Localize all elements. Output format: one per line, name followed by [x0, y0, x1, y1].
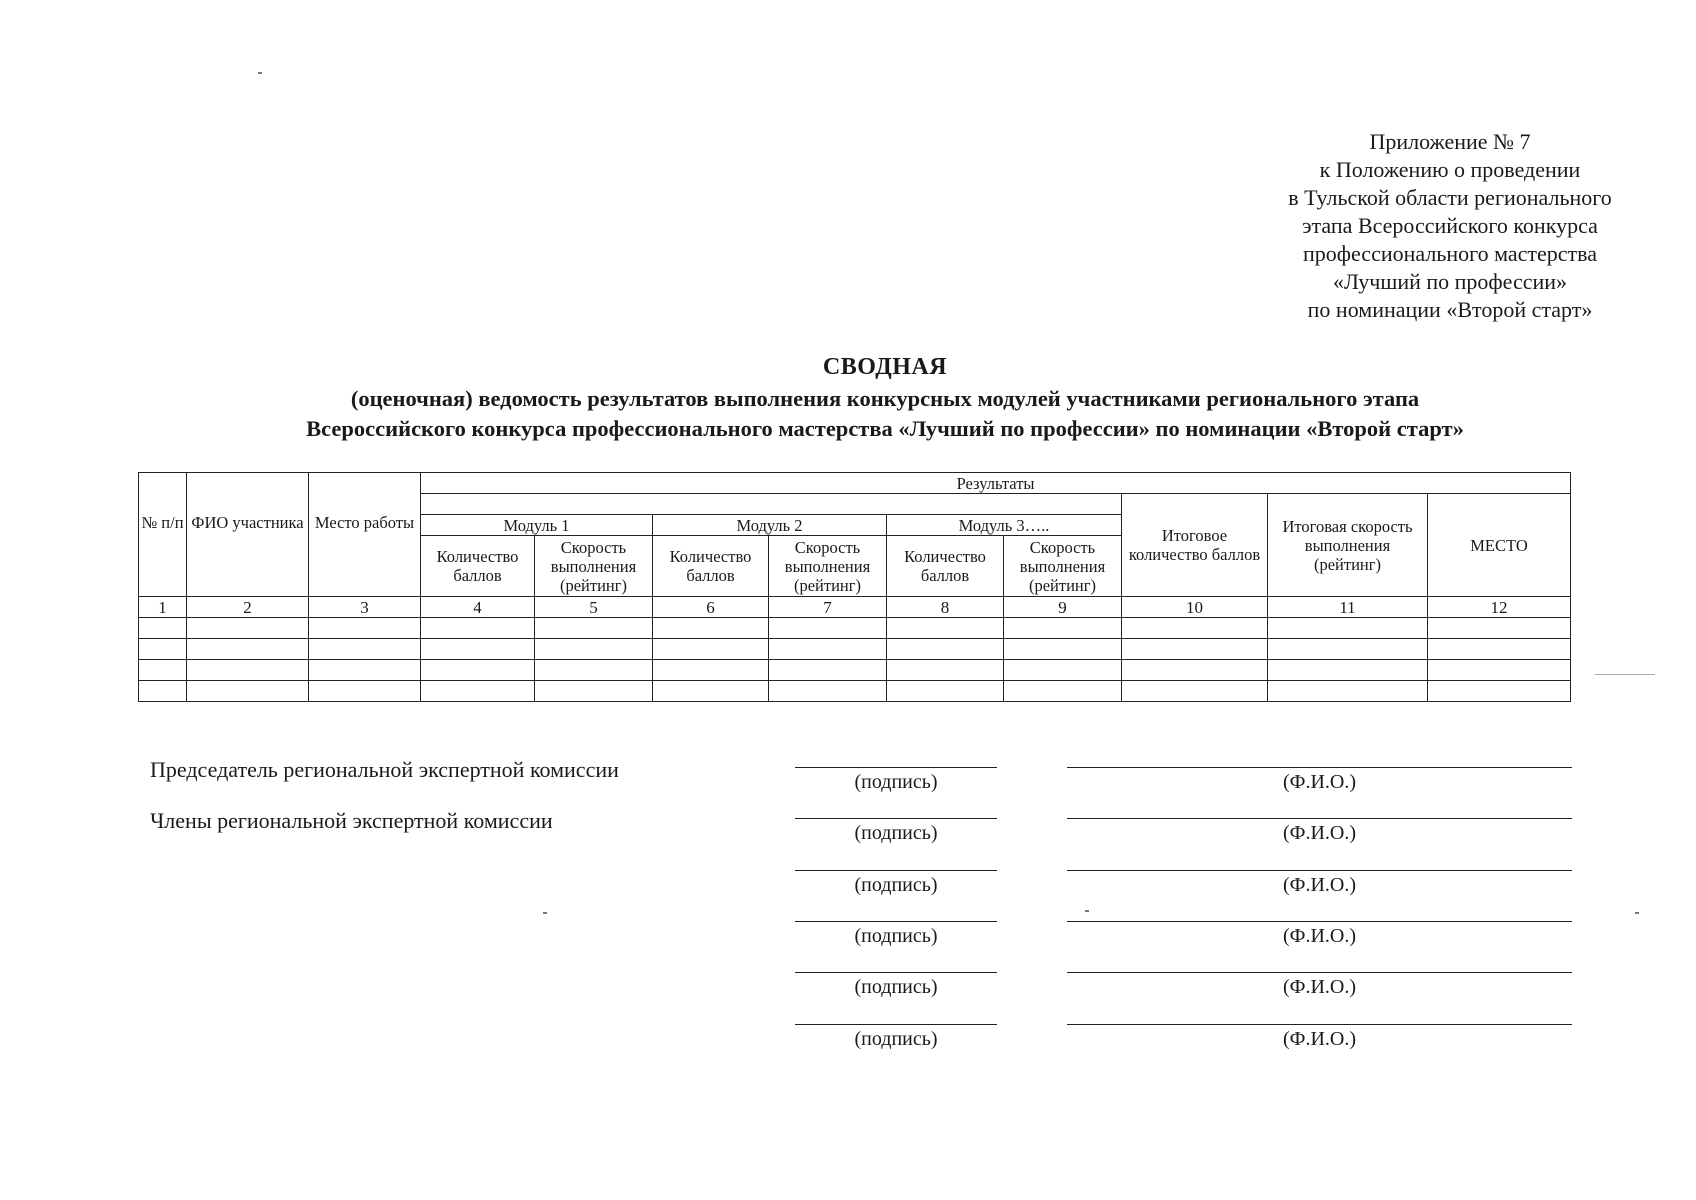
column-number: 3	[309, 597, 421, 618]
signature-caption: (подпись)	[854, 874, 938, 896]
table-cell	[1122, 681, 1268, 702]
header-cell-fio: ФИО участника	[187, 473, 309, 597]
signature-caption: (подпись)	[854, 822, 938, 844]
header-cell-module-3: Модуль 3…..	[887, 515, 1122, 536]
name-line	[1067, 921, 1572, 922]
column-number: 7	[769, 597, 887, 618]
header-cell-score: Количество баллов	[887, 536, 1004, 597]
signature-line	[795, 818, 997, 819]
table-cell	[421, 639, 535, 660]
table-cell	[887, 618, 1004, 639]
appendix-block	[1230, 128, 1670, 324]
appendix-line: к Положению о проведении	[1319, 157, 1581, 182]
table-cell	[139, 639, 187, 660]
name-caption: (Ф.И.О.)	[1282, 1028, 1356, 1050]
table-cell	[187, 660, 309, 681]
table-cell	[769, 639, 887, 660]
appendix-line: профессионального мастерства	[1302, 241, 1598, 266]
table-cell	[1122, 660, 1268, 681]
name-line	[1067, 767, 1572, 768]
column-number: 5	[535, 597, 653, 618]
title-main: СВОДНАЯ	[822, 354, 948, 380]
table-cell	[535, 618, 653, 639]
header-cell-speed: Скорость выполнения (рейтинг)	[1004, 536, 1122, 597]
table-cell	[653, 681, 769, 702]
table-cell	[653, 660, 769, 681]
appendix-line: по номинации «Второй старт»	[1307, 297, 1593, 322]
results-table	[138, 472, 1571, 702]
table-cell	[1268, 681, 1428, 702]
table-cell	[887, 681, 1004, 702]
name-caption: (Ф.И.О.)	[1282, 874, 1356, 896]
members-label: Члены региональной экспертной комиссии	[150, 808, 553, 833]
name-caption: (Ф.И.О.)	[1282, 822, 1356, 844]
table-cell	[1428, 639, 1571, 660]
table-cell	[1268, 660, 1428, 681]
table-cell	[187, 639, 309, 660]
table-cell	[769, 618, 887, 639]
signature-line	[795, 921, 997, 922]
signature-line	[795, 1024, 997, 1025]
signature-caption: (подпись)	[854, 976, 938, 998]
name-caption: (Ф.И.О.)	[1282, 771, 1356, 793]
scan-speck	[543, 912, 547, 914]
name-line	[1067, 972, 1572, 973]
column-number: 4	[421, 597, 535, 618]
column-number: 12	[1428, 597, 1571, 618]
header-cell-score: Количество баллов	[421, 536, 535, 597]
signature-caption: (подпись)	[854, 1028, 938, 1050]
table-cell	[1122, 618, 1268, 639]
header-cell-no: № п/п	[139, 473, 187, 597]
table-cell	[421, 681, 535, 702]
scan-speck	[1085, 910, 1089, 912]
table-cell	[187, 681, 309, 702]
header-cell-total-speed: Итоговая скорость выполнения (рейтинг)	[1268, 494, 1428, 597]
table-cell	[139, 681, 187, 702]
header-cell-total-score: Итоговое количество баллов	[1122, 494, 1268, 597]
table-cell	[421, 660, 535, 681]
signature-line	[795, 767, 997, 768]
appendix-line: этапа Всероссийского конкурса	[1302, 213, 1598, 238]
scan-speck	[258, 72, 262, 74]
table-cell	[309, 639, 421, 660]
title-line-2: Всероссийского конкурса профессионального мастерства «Лучший по профессии» по номинации «Второй старт»	[306, 416, 1464, 441]
appendix-line: Приложение № 7	[1369, 129, 1531, 154]
column-number: 1	[139, 597, 187, 618]
scan-speck	[1595, 674, 1655, 675]
table-cell	[653, 618, 769, 639]
signature-caption: (подпись)	[854, 925, 938, 947]
column-number: 8	[887, 597, 1004, 618]
header-cell-work: Место работы	[309, 473, 421, 597]
header-cell-speed: Скорость выполнения (рейтинг)	[535, 536, 653, 597]
name-line	[1067, 1024, 1572, 1025]
name-caption: (Ф.И.О.)	[1282, 925, 1356, 947]
table-cell	[1004, 660, 1122, 681]
name-caption: (Ф.И.О.)	[1282, 976, 1356, 998]
title-line-1: (оценочная) ведомость результатов выполнения конкурсных модулей участниками регионального этапа	[350, 386, 1420, 411]
column-number: 11	[1268, 597, 1428, 618]
table-cell	[1428, 681, 1571, 702]
table-cell	[187, 618, 309, 639]
header-cell-module-1: Модуль 1	[421, 515, 653, 536]
table-cell	[769, 681, 887, 702]
column-number: 9	[1004, 597, 1122, 618]
table-cell	[309, 681, 421, 702]
header-cell-speed: Скорость выполнения (рейтинг)	[769, 536, 887, 597]
table-cell	[535, 681, 653, 702]
chairman-label: Председатель региональной экспертной комиссии	[150, 757, 619, 782]
column-number: 10	[1122, 597, 1268, 618]
table-cell	[535, 660, 653, 681]
name-line	[1067, 818, 1572, 819]
column-number: 2	[187, 597, 309, 618]
header-cell-blank	[421, 494, 1122, 515]
scan-speck	[1635, 912, 1639, 914]
header-cell-score: Количество баллов	[653, 536, 769, 597]
table-cell	[1268, 618, 1428, 639]
table-cell	[1004, 639, 1122, 660]
appendix-line: «Лучший по профессии»	[1332, 269, 1568, 294]
table-body	[139, 618, 1571, 702]
table-cell	[653, 639, 769, 660]
column-number: 6	[653, 597, 769, 618]
signature-line	[795, 870, 997, 871]
signature-line	[795, 972, 997, 973]
table-cell	[1122, 639, 1268, 660]
table-cell	[769, 660, 887, 681]
column-number-row	[139, 597, 1571, 618]
table-row	[139, 681, 1571, 702]
table-cell	[309, 618, 421, 639]
header-cell-results: Результаты	[421, 473, 1571, 494]
document-title	[120, 352, 1650, 444]
table-cell	[535, 639, 653, 660]
table-row	[139, 618, 1571, 639]
table-cell	[309, 660, 421, 681]
table-header-row	[139, 473, 1571, 494]
appendix-line: в Тульской области регионального	[1288, 185, 1612, 210]
table-row	[139, 660, 1571, 681]
header-cell-place: МЕСТО	[1428, 494, 1571, 597]
name-line	[1067, 870, 1572, 871]
table-cell	[887, 639, 1004, 660]
table-cell	[887, 660, 1004, 681]
table-cell	[1268, 639, 1428, 660]
header-cell-module-2: Модуль 2	[653, 515, 887, 536]
table-cell	[421, 618, 535, 639]
table-cell	[139, 660, 187, 681]
table-cell	[1428, 618, 1571, 639]
table-cell	[1428, 660, 1571, 681]
signature-caption: (подпись)	[854, 771, 938, 793]
table-cell	[1004, 618, 1122, 639]
table-cell	[1004, 681, 1122, 702]
table-row	[139, 639, 1571, 660]
table-cell	[139, 618, 187, 639]
